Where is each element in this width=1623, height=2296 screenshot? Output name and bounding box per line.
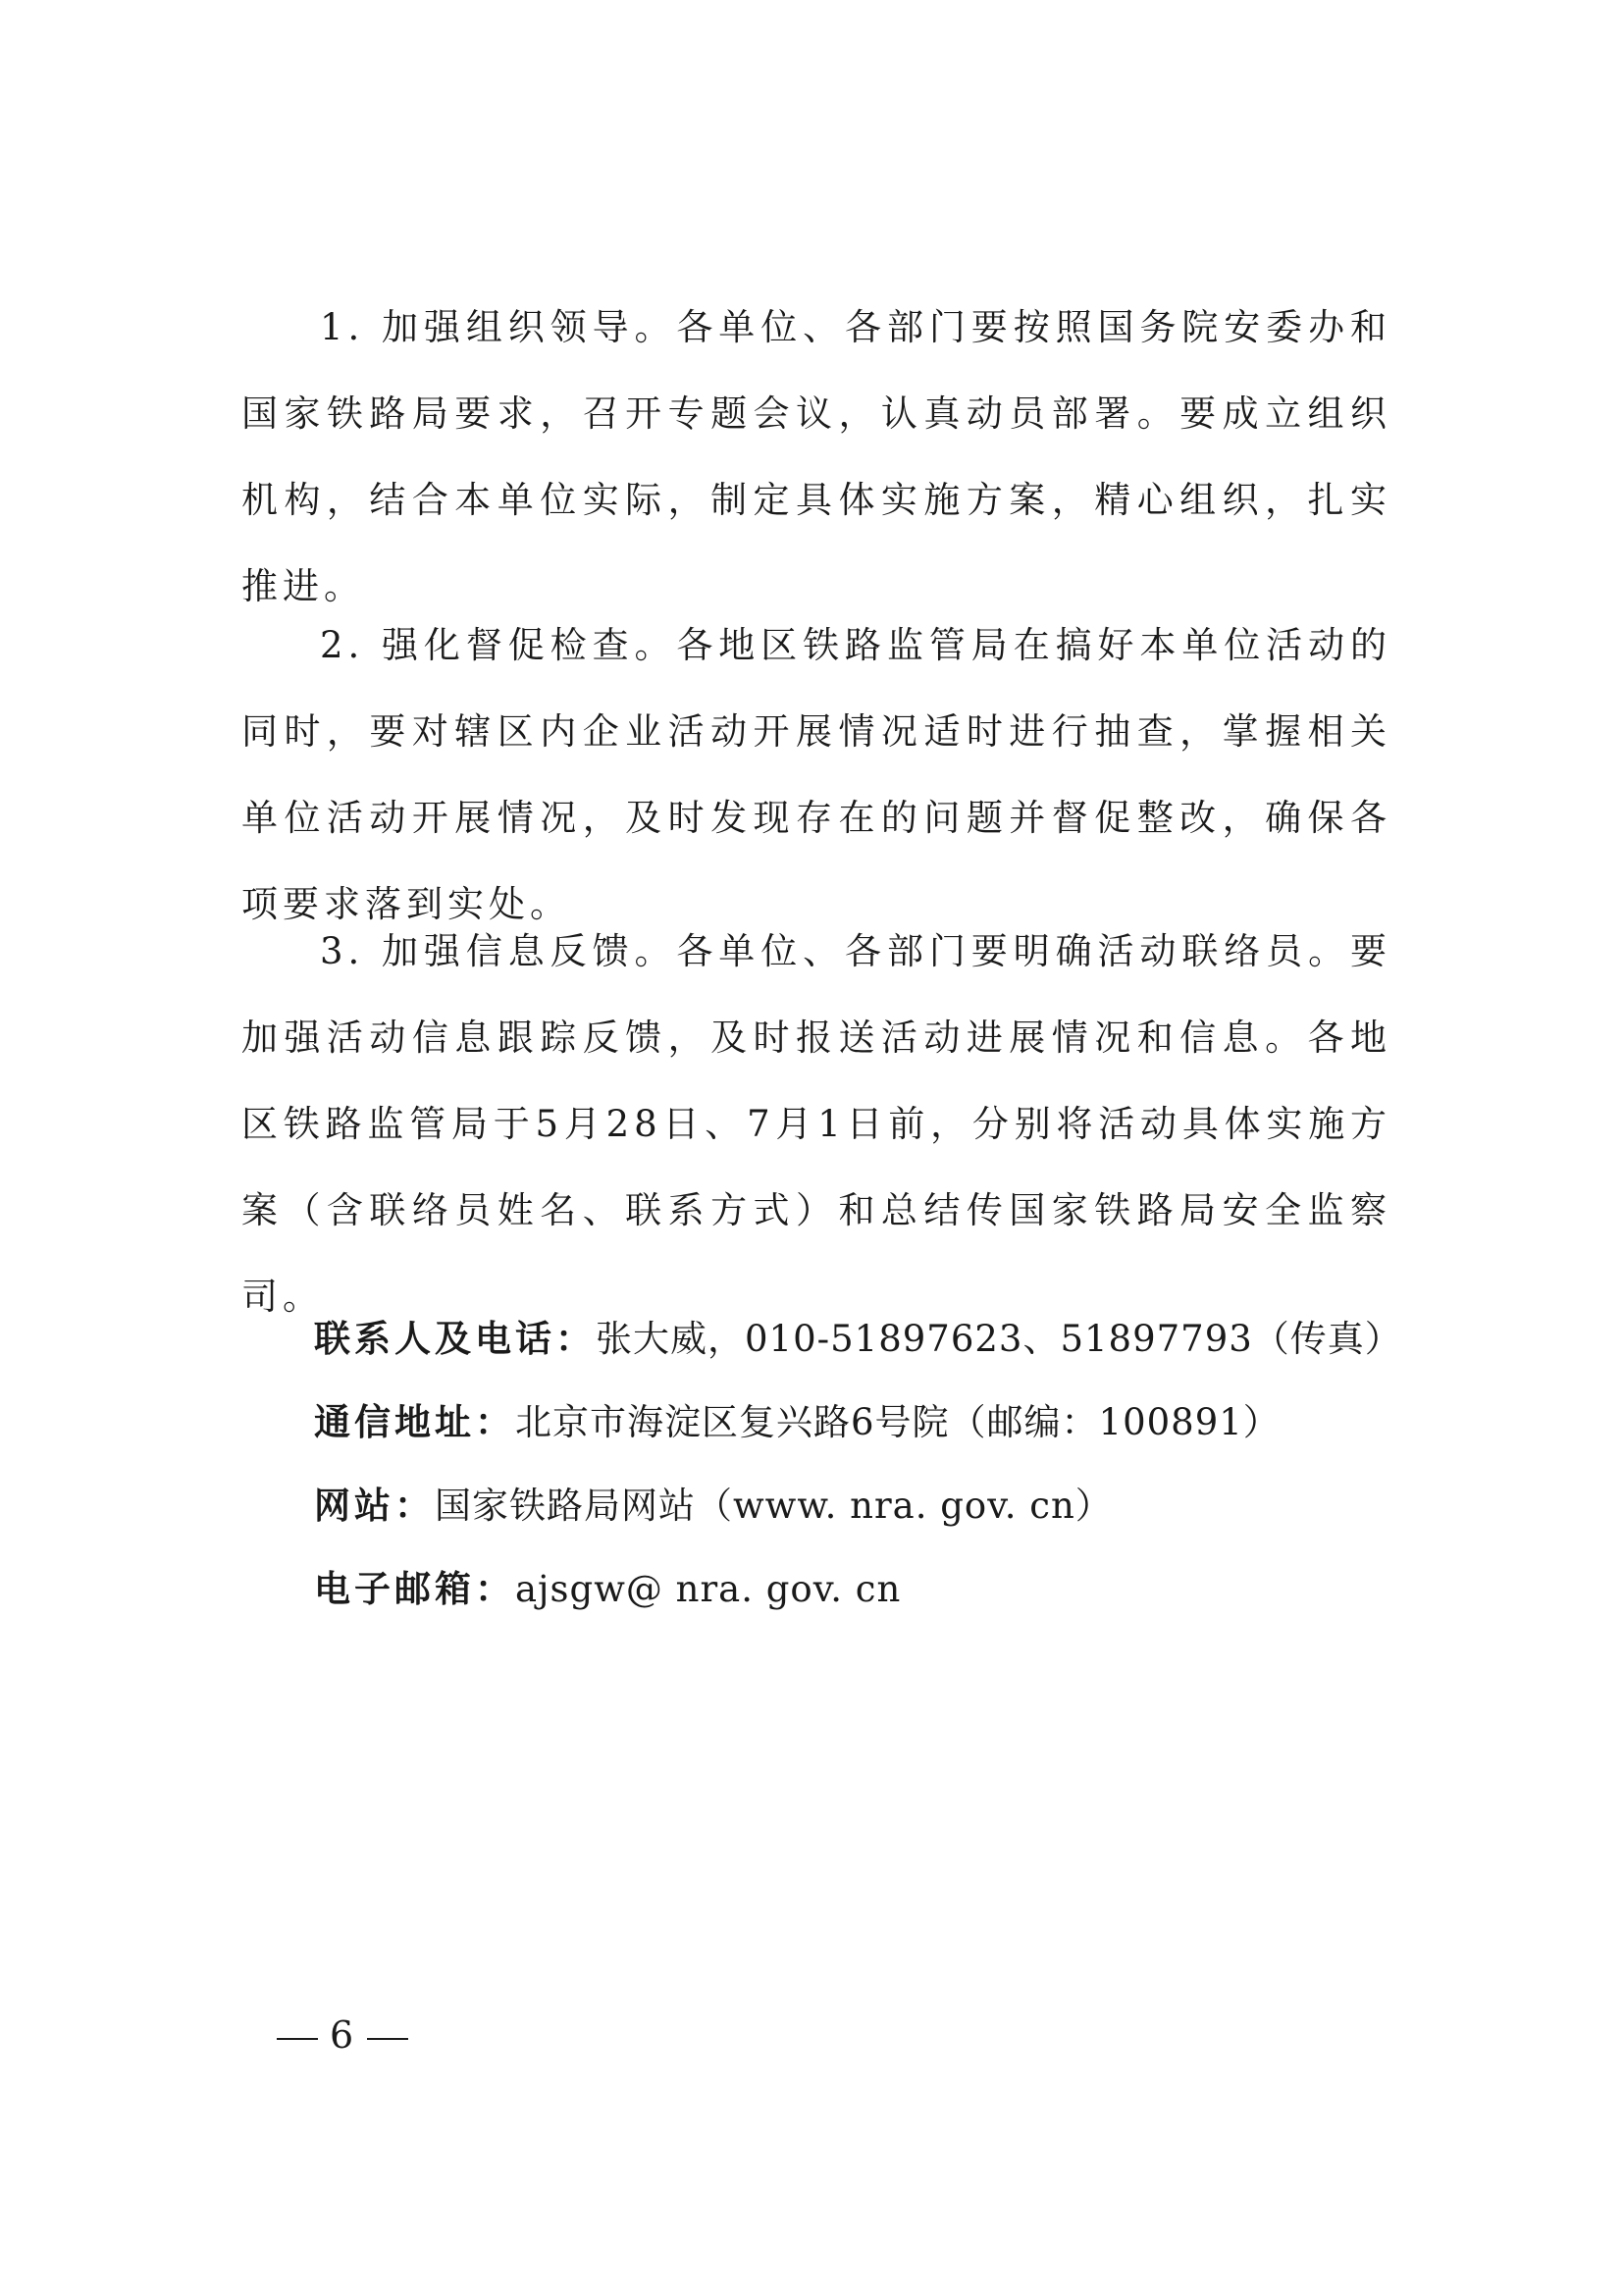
page-number-left-dash <box>277 2038 318 2040</box>
contact-address-value: 北京市海淀区复兴路6号院（邮编：100891） <box>515 1401 1281 1443</box>
paragraph-1-number: 1. <box>320 306 365 348</box>
contact-email-line <box>314 1547 1393 1631</box>
contact-address-line <box>314 1381 1393 1464</box>
contact-website-value: 国家铁路局网站（www. nra. gov. cn） <box>435 1485 1113 1527</box>
paragraph-3-text: 加强信息反馈。各单位、各部门要明确活动联络员。要加强活动信息跟踪反馈，及时报送活动进展情况和信息。各地区铁路监管局于5月28日、7月1日前，分别将活动具体实施方案（含联络员姓名、联系方式）和总结传国家铁路局安全监察司。 <box>241 930 1392 1318</box>
contact-phone-label: 联系人及电话： <box>314 1317 596 1360</box>
contact-phone-value: 张大威，010-51897623、51897793（传真） <box>596 1318 1402 1360</box>
contact-block <box>314 1297 1402 1631</box>
contact-phone-line <box>314 1297 1402 1381</box>
contact-website-label: 网站： <box>314 1484 435 1527</box>
paragraph-3 <box>241 909 1391 1340</box>
page-number: 6 <box>330 2013 356 2057</box>
paragraph-2-text: 强化督促检查。各地区铁路监管局在搞好本单位活动的同时，要对辖区内企业活动开展情况适时进行抽查，掌握相关单位活动开展情况，及时发现存在的问题并督促整改，确保各项要求落到实处。 <box>241 624 1392 925</box>
contact-email-label: 电子邮箱： <box>314 1567 515 1610</box>
page-number-footer <box>265 2013 420 2057</box>
paragraph-1 <box>241 285 1391 630</box>
paragraph-1-text: 加强组织领导。各单位、各部门要按照国务院安委办和国家铁路局要求，召开专题会议，认真动员部署。要成立组织机构，结合本单位实际，制定具体实施方案，精心组织，扎实推进。 <box>241 306 1392 607</box>
contact-website-line <box>314 1464 1393 1547</box>
contact-address-label: 通信地址： <box>314 1400 515 1443</box>
paragraph-2 <box>241 602 1391 948</box>
paragraph-3-number: 3. <box>320 930 365 972</box>
page-number-right-dash <box>367 2038 408 2040</box>
contact-email-value: ajsgw@ nra. gov. cn <box>515 1568 902 1610</box>
paragraph-2-number: 2. <box>320 624 365 666</box>
